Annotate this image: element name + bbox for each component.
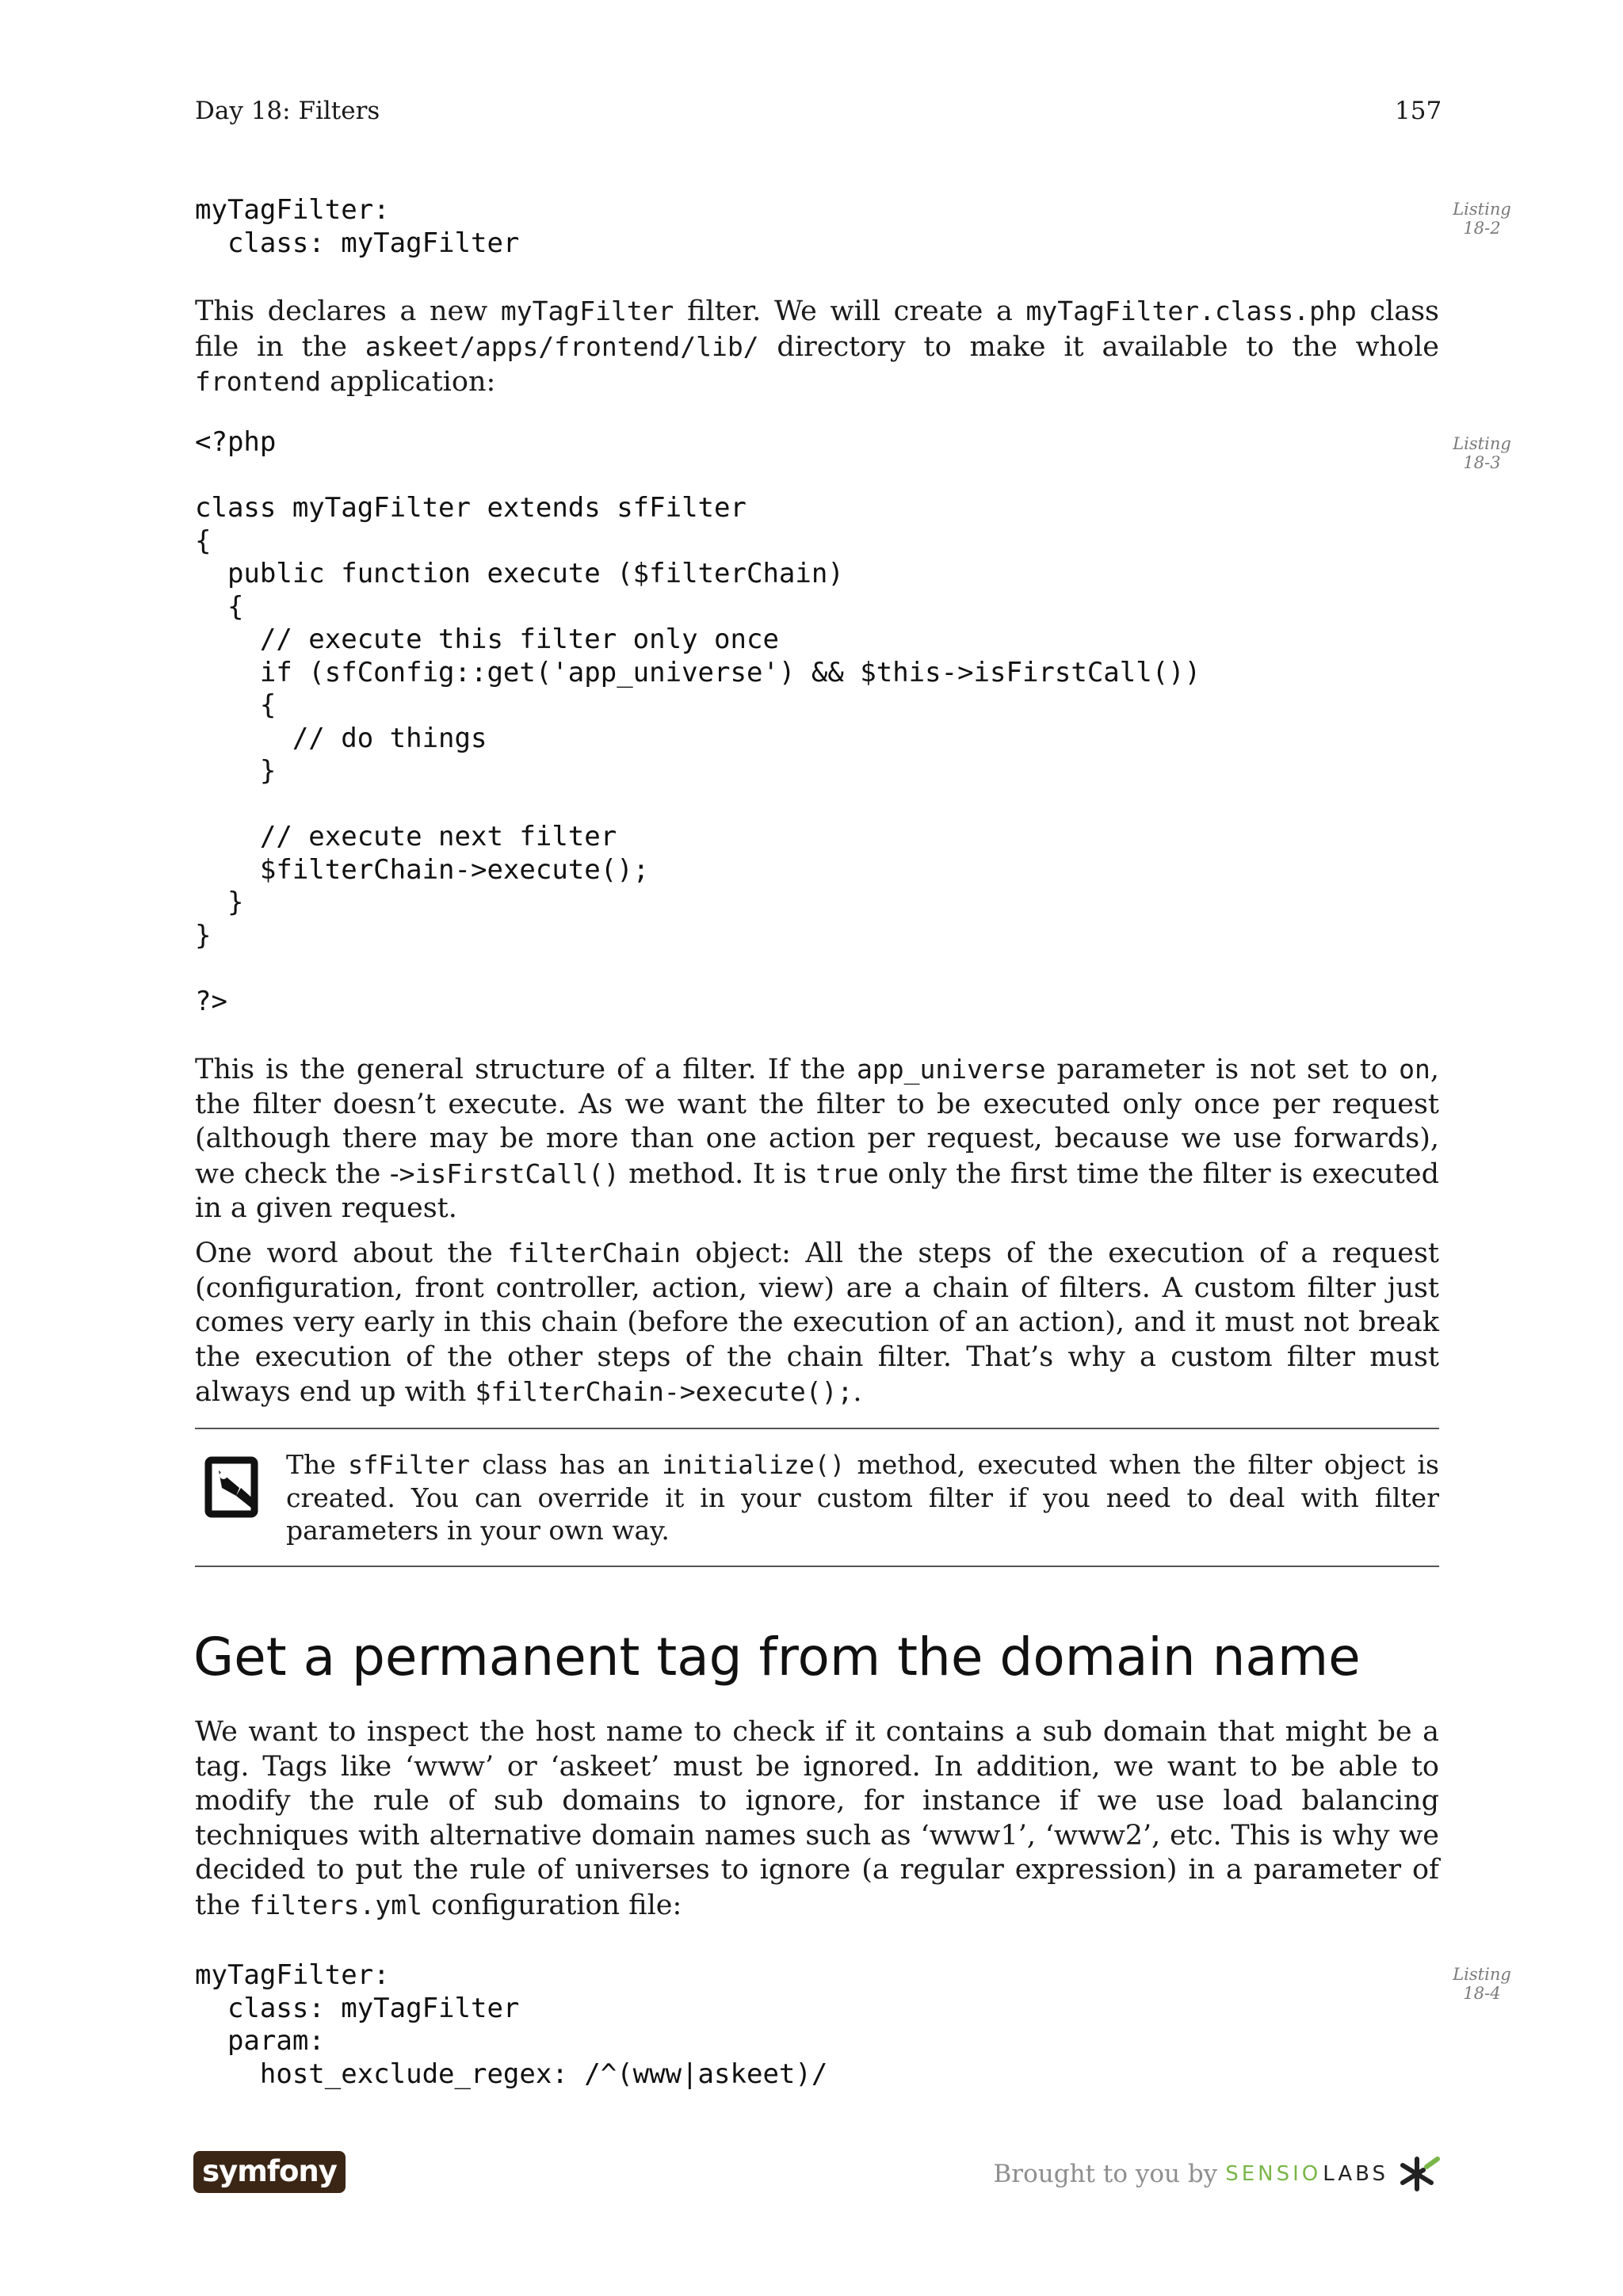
- page-number: 157: [1395, 97, 1442, 125]
- note-icon: [204, 1456, 262, 1518]
- paragraph-filter-chain: One word about the filterChain object: All the steps of the execution of a request (configuration, front controller, action, view) are a chain of filters. A custom filter just comes very early in this chain (before the execution of an action), and it must not break the execution of the other steps of the chain filter. That’s why a custom filter must always end up with $filterChain->execute();.: [195, 1238, 1439, 1408]
- section-heading: Get a permanent tag from the domain name: [193, 1627, 1361, 1688]
- note-top-rule: [195, 1428, 1439, 1429]
- sensiolabs-logo-sensio: SENSIO: [1225, 2162, 1322, 2186]
- paragraph-filter-structure: This is the general structure of a filter. If the app_universe parameter is not set to on, the filter doesn’t execute. As we want the filter to be executed only once per request (although there may be more than one action per request, because we use forwards), we check the ->isFirstCall() method. It is true only the first time the filter is executed in a given request.: [195, 1054, 1439, 1224]
- running-header-chapter: Day 18: Filters: [195, 97, 380, 125]
- sensiolabs-mark-icon: [1396, 2154, 1442, 2194]
- note-bottom-rule: [195, 1566, 1439, 1567]
- brought-to-you-by: Brought to you by: [993, 2160, 1218, 2188]
- paragraph-filter-declaration: This declares a new myTagFilter filter. We will create a myTagFilter.class.php class file in the askeet/apps/frontend/lib/ directory to make it available to the whole frontend application:: [195, 296, 1440, 398]
- note-text: The sfFilter class has an initialize() method, executed when the filter object is created. You can override it in your custom filter if you need to deal with filter parameters in your own way.: [286, 1449, 1439, 1546]
- listing-label-18-4: Listing 18-4: [1453, 1965, 1511, 2003]
- sensiolabs-logo-labs: LABS: [1323, 2162, 1388, 2186]
- listing-label-18-2: Listing 18-2: [1453, 200, 1511, 238]
- paragraph-host-name: We want to inspect the host name to check if it contains a sub domain that might be a tag. Tags like ‘www’ or ‘askeet’ must be ignored. In addition, we want to be able to modify the rule of sub domains to ignore, for instance if we use load balancing techniques with alternative domain names such as ‘www1’, ‘www2’, etc. This is why we decided to put the rule of universes to ignore (a regular expression) in a parameter of the filters.yml configuration file:: [195, 1716, 1439, 1921]
- footer-credit: [951, 2157, 1442, 2191]
- listing-label-18-3: Listing 18-3: [1453, 434, 1511, 472]
- code-listing-18-3: <?php class myTagFilter extends sfFilter { public function execute ($filterChain) { // execute this filter only once if (sfConfig::get('app_universe') && $this->isFirstCall()) { // do things } // execute next filter $filterChain->execute(); } } ?>: [195, 426, 1201, 1017]
- symfony-logo: symfony: [193, 2151, 346, 2193]
- code-listing-18-2: myTagFilter: class: myTagFilter: [195, 194, 520, 259]
- code-listing-18-4: myTagFilter: class: myTagFilter param: host_exclude_regex: /^(www|askeet)/: [195, 1959, 828, 2090]
